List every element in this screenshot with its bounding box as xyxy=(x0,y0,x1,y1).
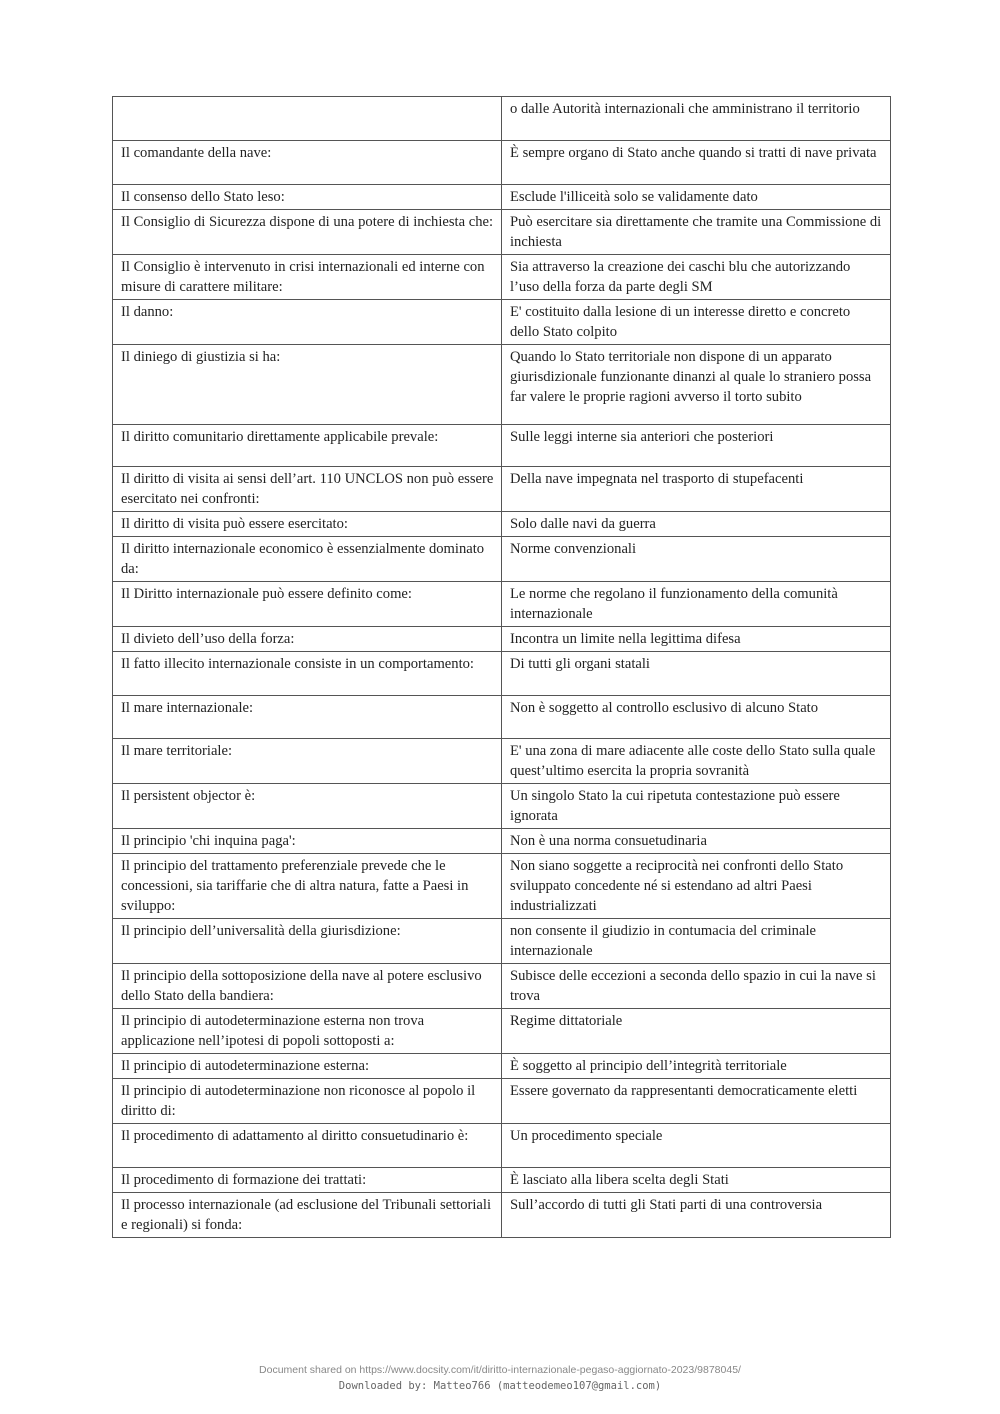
table-row xyxy=(113,345,891,425)
table-row xyxy=(113,467,891,512)
table-row xyxy=(113,1168,891,1193)
question-cell: Il principio di autodeterminazione esterna non trova applicazione nell’ipotesi di popoli sottoposti a: xyxy=(113,1009,502,1054)
question-cell: Il procedimento di formazione dei trattati: xyxy=(113,1168,502,1193)
table-row xyxy=(113,652,891,696)
question-cell: Il principio del trattamento preferenziale prevede che le concessioni, sia tariffarie che di altra natura, fatte a Paesi in sviluppo: xyxy=(113,854,502,919)
answer-cell: Essere governato da rappresentanti democraticamente eletti xyxy=(502,1079,891,1124)
shared-notice: Document shared on https://www.docsity.com/it/diritto-internazionale-pegaso-aggiornato-2023/9878045/ xyxy=(259,1364,741,1376)
answer-cell: Può esercitare sia direttamente che tramite una Commissione di inchiesta xyxy=(502,210,891,255)
question-cell: Il diritto di visita può essere esercitato: xyxy=(113,512,502,537)
question-cell: Il principio dell’universalità della giurisdizione: xyxy=(113,919,502,964)
answer-cell: non consente il giudizio in contumacia del criminale internazionale xyxy=(502,919,891,964)
table-row xyxy=(113,425,891,467)
table-row xyxy=(113,97,891,141)
question-cell: Il processo internazionale (ad esclusione del Tribunali settoriali e regionali) si fonda: xyxy=(113,1193,502,1238)
table-row xyxy=(113,627,891,652)
answer-cell: Incontra un limite nella legittima difesa xyxy=(502,627,891,652)
question-cell: Il diniego di giustizia si ha: xyxy=(113,345,502,425)
question-cell: Il mare internazionale: xyxy=(113,696,502,739)
answer-cell: Norme convenzionali xyxy=(502,537,891,582)
table-row xyxy=(113,919,891,964)
question-cell: Il procedimento di adattamento al diritto consuetudinario è: xyxy=(113,1124,502,1168)
table-row xyxy=(113,582,891,627)
question-cell: Il diritto internazionale economico è essenzialmente dominato da: xyxy=(113,537,502,582)
table-row xyxy=(113,739,891,784)
table-row xyxy=(113,696,891,739)
question-cell: Il fatto illecito internazionale consiste in un comportamento: xyxy=(113,652,502,696)
table-row xyxy=(113,210,891,255)
answer-cell: Sull’accordo di tutti gli Stati parti di una controversia xyxy=(502,1193,891,1238)
table-row xyxy=(113,829,891,854)
answer-cell: Un procedimento speciale xyxy=(502,1124,891,1168)
table-row xyxy=(113,1124,891,1168)
table-row xyxy=(113,1009,891,1054)
answer-cell: Della nave impegnata nel trasporto di stupefacenti xyxy=(502,467,891,512)
answer-cell: Non è una norma consuetudinaria xyxy=(502,829,891,854)
table-row xyxy=(113,784,891,829)
question-cell: Il diritto comunitario direttamente applicabile prevale: xyxy=(113,425,502,467)
answer-cell: Le norme che regolano il funzionamento della comunità internazionale xyxy=(502,582,891,627)
question-cell: Il Diritto internazionale può essere definito come: xyxy=(113,582,502,627)
table-row xyxy=(113,964,891,1009)
question-cell: Il mare territoriale: xyxy=(113,739,502,784)
answer-cell: Non è soggetto al controllo esclusivo di alcuno Stato xyxy=(502,696,891,739)
answer-cell: Sia attraverso la creazione dei caschi blu che autorizzando l’uso della forza da parte degli SM xyxy=(502,255,891,300)
table-row xyxy=(113,512,891,537)
question-cell: Il danno: xyxy=(113,300,502,345)
table-row xyxy=(113,185,891,210)
answer-cell: Di tutti gli organi statali xyxy=(502,652,891,696)
answer-cell: È sempre organo di Stato anche quando si tratti di nave privata xyxy=(502,141,891,185)
question-cell: Il principio di autodeterminazione non riconosce al popolo il diritto di: xyxy=(113,1079,502,1124)
qa-table-body xyxy=(113,97,891,1238)
answer-cell: Sulle leggi interne sia anteriori che posteriori xyxy=(502,425,891,467)
answer-cell: E' costituito dalla lesione di un interesse diretto e concreto dello Stato colpito xyxy=(502,300,891,345)
table-row xyxy=(113,537,891,582)
table-row xyxy=(113,255,891,300)
answer-cell: Non siano soggette a reciprocità nei confronti dello Stato sviluppato concedente né si estendano ad altri Paesi industrializzati xyxy=(502,854,891,919)
answer-cell: È soggetto al principio dell’integrità territoriale xyxy=(502,1054,891,1079)
answer-cell: o dalle Autorità internazionali che amministrano il territorio xyxy=(502,97,891,141)
question-cell: Il Consiglio di Sicurezza dispone di una potere di inchiesta che: xyxy=(113,210,502,255)
table-row xyxy=(113,141,891,185)
answer-cell: Regime dittatoriale xyxy=(502,1009,891,1054)
answer-cell: È lasciato alla libera scelta degli Stati xyxy=(502,1168,891,1193)
qa-table xyxy=(112,96,891,1238)
question-cell xyxy=(113,97,502,141)
answer-cell: E' una zona di mare adiacente alle coste dello Stato sulla quale quest’ultimo esercita la propria sovranità xyxy=(502,739,891,784)
table-row xyxy=(113,854,891,919)
answer-cell: Esclude l'illiceità solo se validamente dato xyxy=(502,185,891,210)
question-cell: Il principio della sottoposizione della nave al potere esclusivo dello Stato della bandiera: xyxy=(113,964,502,1009)
question-cell: Il comandante della nave: xyxy=(113,141,502,185)
question-cell: Il consenso dello Stato leso: xyxy=(113,185,502,210)
table-row xyxy=(113,300,891,345)
table-row xyxy=(113,1079,891,1124)
answer-cell: Subisce delle eccezioni a seconda dello spazio in cui la nave si trova xyxy=(502,964,891,1009)
answer-cell: Solo dalle navi da guerra xyxy=(502,512,891,537)
question-cell: Il divieto dell’uso della forza: xyxy=(113,627,502,652)
question-cell: Il principio 'chi inquina paga': xyxy=(113,829,502,854)
question-cell: Il persistent objector è: xyxy=(113,784,502,829)
question-cell: Il diritto di visita ai sensi dell’art. 110 UNCLOS non può essere esercitato nei confronti: xyxy=(113,467,502,512)
answer-cell: Un singolo Stato la cui ripetuta contestazione può essere ignorata xyxy=(502,784,891,829)
download-notice: Downloaded by: Matteo766 (matteodemeo107@gmail.com) xyxy=(338,1380,662,1392)
answer-cell: Quando lo Stato territoriale non dispone di un apparato giurisdizionale funzionante dinanzi al quale lo straniero possa far valere le proprie ragioni avverso il torto subito xyxy=(502,345,891,425)
question-cell: Il principio di autodeterminazione esterna: xyxy=(113,1054,502,1079)
table-row xyxy=(113,1054,891,1079)
table-row xyxy=(113,1193,891,1238)
question-cell: Il Consiglio è intervenuto in crisi internazionali ed interne con misure di carattere militare: xyxy=(113,255,502,300)
